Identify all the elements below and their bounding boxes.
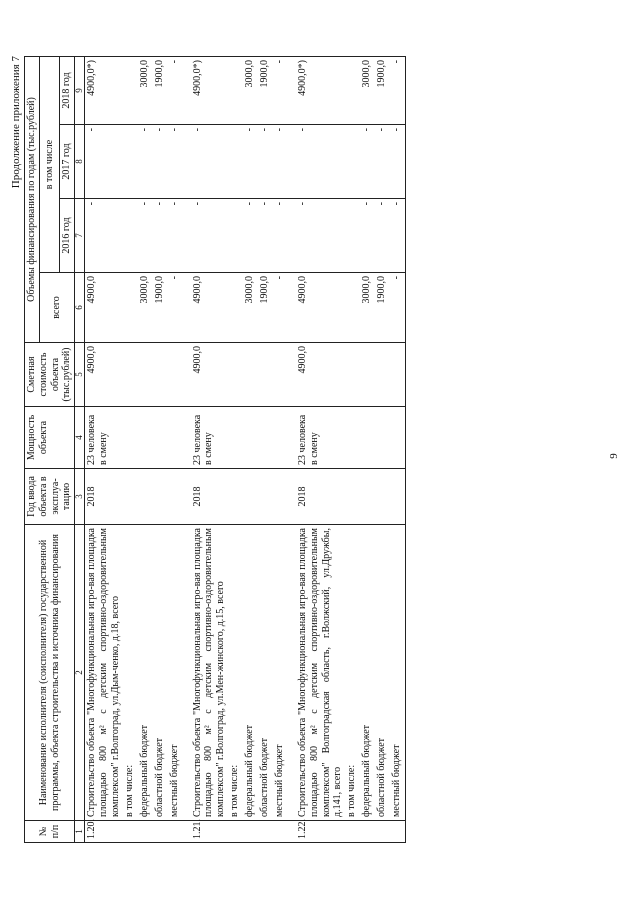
sub-row	[168, 57, 183, 843]
object-name: Строительство объекта "Многофункциональная игро-вая площадка площадью 800 м² с детским спортивно-оздоровительным комплексом" г.Волгоград, ул.Мен-жинского, д.15, всего	[191, 525, 228, 821]
funding-total: 4900,0	[85, 273, 123, 343]
source-label: федеральный бюджет	[243, 525, 258, 821]
funding-2016: -	[138, 199, 153, 273]
sub-row	[360, 57, 375, 843]
header-year: Год ввода объекта в эксплуа-тацию	[25, 469, 75, 525]
object-name: Строительство объекта "Многофункциональная игро-вая площадка площадью 800 м² с детским спортивно-оздоровительным комплексом" Волгоградская область, г.Волжский, ул.Дружбы, д.141, всего	[296, 525, 345, 821]
object-block-1-22	[296, 57, 406, 843]
funding-total: 3000,0	[360, 273, 375, 343]
object-capacity: 23 человека в смену	[191, 407, 228, 469]
funding-2016: -	[390, 199, 406, 273]
funding-total: -	[168, 273, 183, 343]
table-row	[85, 57, 123, 843]
table-row	[191, 57, 228, 843]
funding-2017: -	[258, 125, 273, 199]
source-label: местный бюджет	[273, 525, 288, 821]
source-label: местный бюджет	[390, 525, 406, 821]
funding-2017: -	[360, 125, 375, 199]
column-number: 1	[75, 821, 85, 843]
sub-row	[153, 57, 168, 843]
funding-2017: -	[153, 125, 168, 199]
estimated-cost: 4900,0	[191, 343, 228, 407]
header-cost: Сметная стоимость объекта (тыс.рублей)	[25, 343, 75, 407]
source-label: областной бюджет	[375, 525, 390, 821]
header-2018: 2018 год	[60, 57, 75, 125]
funding-2016: -	[296, 199, 345, 273]
column-number-row	[75, 57, 85, 843]
estimated-cost: 4900,0	[85, 343, 123, 407]
source-label: в том числе:	[345, 525, 360, 821]
funding-2016: -	[153, 199, 168, 273]
funding-2016: -	[375, 199, 390, 273]
continuation-caption: Продолжение приложения 7	[10, 56, 22, 189]
column-number: 3	[75, 469, 85, 525]
funding-2016: -	[243, 199, 258, 273]
row-number: 1.21.	[191, 821, 228, 843]
funding-total: 4900,0	[296, 273, 345, 343]
header-2017: 2017 год	[60, 125, 75, 199]
funding-2016: -	[191, 199, 228, 273]
funding-2018: 1900,0	[258, 57, 273, 125]
funding-2016: -	[258, 199, 273, 273]
header-name: Наименование исполнителя (соисполнителя) государственной программы, объекта строительства и источника финансирования	[25, 525, 75, 821]
table-row	[296, 57, 345, 843]
funding-2017: -	[138, 125, 153, 199]
header-num: № п/п	[25, 821, 75, 843]
funding-2018: 4900,0*)	[85, 57, 123, 125]
funding-2016: -	[85, 199, 123, 273]
column-number: 7	[75, 199, 85, 273]
sub-row	[243, 57, 258, 843]
funding-total: 1900,0	[258, 273, 273, 343]
header-funding: Объемы финансирования по годам (тыс.рублей)	[25, 57, 40, 343]
sub-row	[123, 57, 138, 843]
funding-total: 4900,0	[191, 273, 228, 343]
source-label: местный бюджет	[168, 525, 183, 821]
header-capacity: Мощность объекта	[25, 407, 75, 469]
funding-total: -	[273, 273, 288, 343]
source-label: областной бюджет	[258, 525, 273, 821]
funding-2016: -	[168, 199, 183, 273]
funding-2016: -	[273, 199, 288, 273]
object-capacity: 23 человека в смену	[85, 407, 123, 469]
funding-2017: -	[243, 125, 258, 199]
row-number: 1.22.	[296, 821, 345, 843]
column-number: 4	[75, 407, 85, 469]
sub-row	[345, 57, 360, 843]
row-number: 1.20.	[85, 821, 123, 843]
funding-total: 3000,0	[243, 273, 258, 343]
sub-row	[273, 57, 288, 843]
object-block-1-21	[191, 57, 296, 843]
funding-2016: -	[360, 199, 375, 273]
header-total: всего	[39, 273, 74, 343]
funding-total: 1900,0	[153, 273, 168, 343]
column-number: 6	[75, 273, 85, 343]
source-label: федеральный бюджет	[138, 525, 153, 821]
header-2016: 2016 год	[60, 199, 75, 273]
object-capacity: 23 человека в смену	[296, 407, 345, 469]
sub-row	[228, 57, 243, 843]
source-label: федеральный бюджет	[360, 525, 375, 821]
column-number: 2	[75, 525, 85, 821]
funding-2018: 1900,0	[153, 57, 168, 125]
commission-year: 2018	[85, 469, 123, 525]
funding-2018: 4900,0*)	[296, 57, 345, 125]
funding-2018: 3000,0	[360, 57, 375, 125]
funding-2018: 1900,0	[375, 57, 390, 125]
funding-2017: -	[375, 125, 390, 199]
commission-year: 2018	[296, 469, 345, 525]
funding-2017: -	[390, 125, 406, 199]
funding-total: 3000,0	[138, 273, 153, 343]
column-number: 9	[75, 57, 85, 125]
source-label: областной бюджет	[153, 525, 168, 821]
page-number: 9	[608, 453, 620, 459]
funding-2018: 4900,0*)	[191, 57, 228, 125]
funding-2017: -	[296, 125, 345, 199]
funding-2017: -	[191, 125, 228, 199]
funding-2018: 3000,0	[138, 57, 153, 125]
header-incl: в том числе	[39, 57, 60, 273]
source-label: в том числе:	[123, 525, 138, 821]
sub-row	[138, 57, 153, 843]
sub-row	[375, 57, 390, 843]
source-label: в том числе:	[228, 525, 243, 821]
funding-2018: 3000,0	[243, 57, 258, 125]
funding-2017: -	[168, 125, 183, 199]
estimated-cost: 4900,0	[296, 343, 345, 407]
funding-2017: -	[273, 125, 288, 199]
sub-row	[390, 57, 406, 843]
object-block-1-20	[85, 57, 191, 843]
funding-total: -	[390, 273, 406, 343]
commission-year: 2018	[191, 469, 228, 525]
funding-table	[24, 56, 406, 843]
object-name: Строительство объекта "Многофункциональная игро-вая площадка площадью 800 м² с детским спортивно-оздоровительным комплексом" г.Волгоград, ул.Дым-ченко, д.18, всего	[85, 525, 123, 821]
funding-total: 1900,0	[375, 273, 390, 343]
funding-2018: -	[273, 57, 288, 125]
column-number: 5	[75, 343, 85, 407]
funding-2018: -	[390, 57, 406, 125]
sub-row	[258, 57, 273, 843]
funding-2017: -	[85, 125, 123, 199]
column-number: 8	[75, 125, 85, 199]
funding-2018: -	[168, 57, 183, 125]
